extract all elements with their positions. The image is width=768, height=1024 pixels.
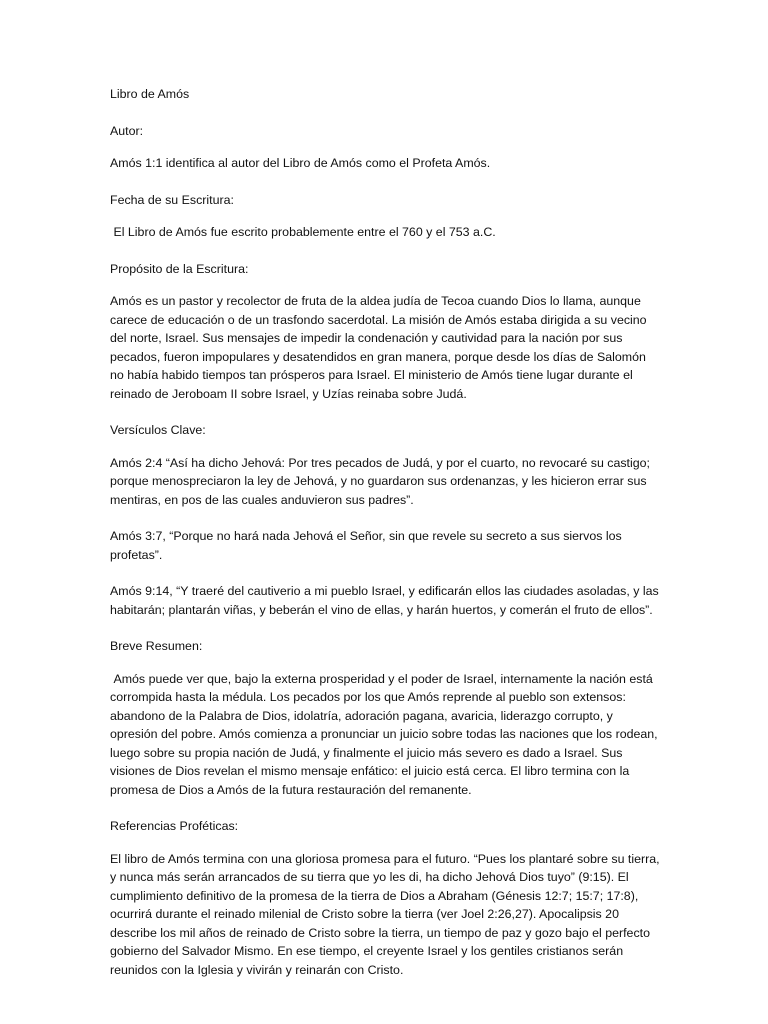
verses-heading: Versículos Clave: [110,423,206,437]
verse-3: Amós 9:14, “Y traeré del cautiverio a mi pueblo Israel, y edificarán ellos las ciudades asoladas, y las habitarán; plantarán viñas, y beberán el vino de ellas, y harán huertos, y comerán el fruto de ellos”. [110,584,663,617]
document-page [110,85,662,979]
document-title: Libro de Amós [110,87,190,101]
date-text: El Libro de Amós fue escrito probablemente entre el 760 y el 753 a.C. [110,225,496,239]
prophetic-heading: Referencias Proféticas: [110,819,239,833]
summary-heading: Breve Resumen: [110,639,203,653]
summary-text: Amós puede ver que, bajo la externa prosperidad y el poder de Israel, internamente la nación está corrompida hasta la médula. Los pecados por los que Amós reprende al pueblo son extensos: abandono de la Palabra de Dios, idolatría, adoración pagana, avaricia, liderazgo corrupto, y opresión del pobre. Amós comienza a pronunciar un juicio sobre todas las naciones que los rodean, luego sobre su propia nación de Judá, y finalmente el juicio más severo es dado a Israel. Sus visiones de Dios revelan el mismo mensaje enfático: el juicio está cerca. El libro termina con la promesa de Dios a Amós de la futura restauración del remanente. [110,671,662,797]
purpose-text: Amós es un pastor y recolector de fruta de la aldea judía de Tecoa cuando Dios lo llama, aunque carece de educación o de un trasfondo sacerdotal. La misión de Amós estaba dirigida a su vecino del norte, Israel. Sus mensajes de impedir la condenación y cautividad para la nación por sus pecados, fueron impopulares y desatendidos en gran manera, porque desde los días de Salomón no había habido tiempos tan prósperos para Israel. El ministerio de Amós tiene lugar durante el reinado de Jeroboam II sobre Israel, y Uzías reinaba sobre Judá. [110,294,651,401]
purpose-heading: Propósito de la Escritura: [110,261,249,276]
verse-1: Amós 2:4 “Así ha dicho Jehová: Por tres pecados de Judá, y por el cuarto, no revocaré su castigo; porque menospreciaron la ley de Jehová, y no guardaron sus ordenanzas, y les hicieron errar sus mentiras, en pos de las cuales anduvieron sus padres”. [110,455,654,507]
date-heading: Fecha de su Escritura: [110,192,234,207]
prophetic-text: El libro de Amós termina con una gloriosa promesa para el futuro. “Pues los plantaré sobre su tierra, y nunca más serán arrancados de su tierra que yo les di, ha dicho Jehová Dios tuyo” (9:15). El cumplimiento definitivo de la promesa de la tierra de Dios a Abraham (Génesis 12:7; 15:7; 17:8), ocurrirá durante el reinado milenial de Cristo sobre la tierra (ver Joel 2:26,27). Apocalipsis 20 describe los mil años de reinado de Cristo sobre la tierra, un tiempo de paz y gozo bajo el perfecto gobierno del Salvador Mismo. En ese tiempo, el creyente Israel y los gentiles cristianos serán reunidos con la Iglesia y vivirán y reinarán con Cristo. [110,851,664,977]
author-text: Amós 1:1 identifica al autor del Libro de Amós como el Profeta Amós. [110,156,491,170]
verse-2: Amós 3:7, “Porque no hará nada Jehová el Señor, sin que revele su secreto a sus siervos los profetas”. [110,529,626,562]
author-heading: Autor: [110,123,144,138]
